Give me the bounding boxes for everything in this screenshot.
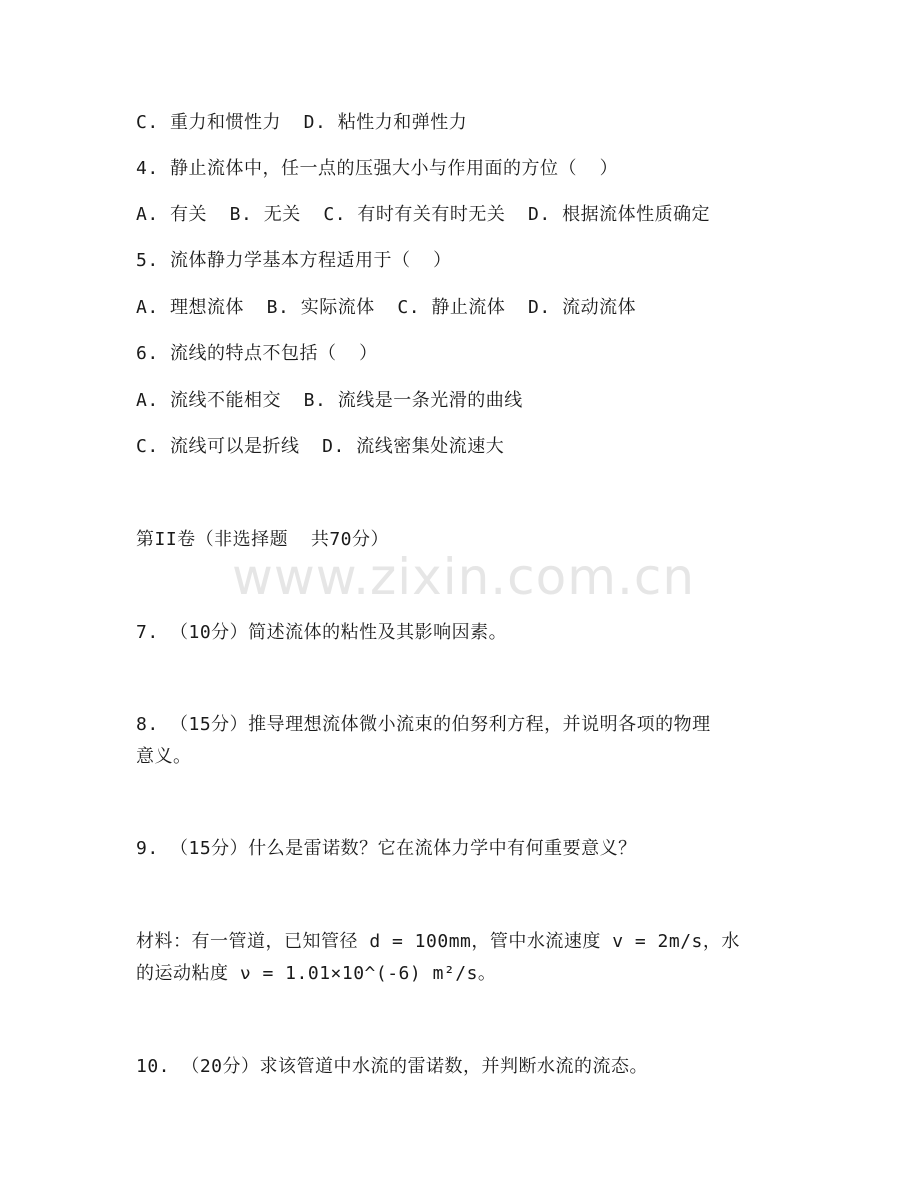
question-7: 7. （10分）简述流体的粘性及其影响因素。 xyxy=(136,622,508,643)
options-q4: A. 有关 B. 无关 C. 有时有关有时无关 D. 根据流体性质确定 xyxy=(136,204,711,225)
section-heading: 第II卷（非选择题 共70分） xyxy=(136,529,390,550)
question-8-line1: 8. （15分）推导理想流体微小流束的伯努利方程，并说明各项的物理 xyxy=(136,714,711,735)
material-line2: 的运动粘度 ν = 1.01×10^(-6) m²/s。 xyxy=(136,963,497,984)
question-8-line2: 意义。 xyxy=(136,746,192,767)
material-line1: 材料：有一管道，已知管径 d = 100mm，管中水流速度 v = 2m/s，水 xyxy=(136,931,740,952)
options-q6-ab: A. 流线不能相交 B. 流线是一条光滑的曲线 xyxy=(136,390,523,411)
question-5: 5. 流体静力学基本方程适用于（ ） xyxy=(136,250,452,271)
question-9: 9. （15分）什么是雷诺数？它在流体力学中有何重要意义？ xyxy=(136,838,637,859)
question-6: 6. 流线的特点不包括（ ） xyxy=(136,343,378,364)
option-line-q3-cd: C. 重力和惯性力 D. 粘性力和弹性力 xyxy=(136,112,468,133)
question-4: 4. 静止流体中，任一点的压强大小与作用面的方位（ ） xyxy=(136,158,619,179)
watermark: www.zixin.com.cn xyxy=(232,548,696,606)
options-q6-cd: C. 流线可以是折线 D. 流线密集处流速大 xyxy=(136,436,505,457)
question-10: 10. （20分）求该管道中水流的雷诺数，并判断水流的流态。 xyxy=(136,1056,649,1077)
options-q5: A. 理想流体 B. 实际流体 C. 静止流体 D. 流动流体 xyxy=(136,297,637,318)
